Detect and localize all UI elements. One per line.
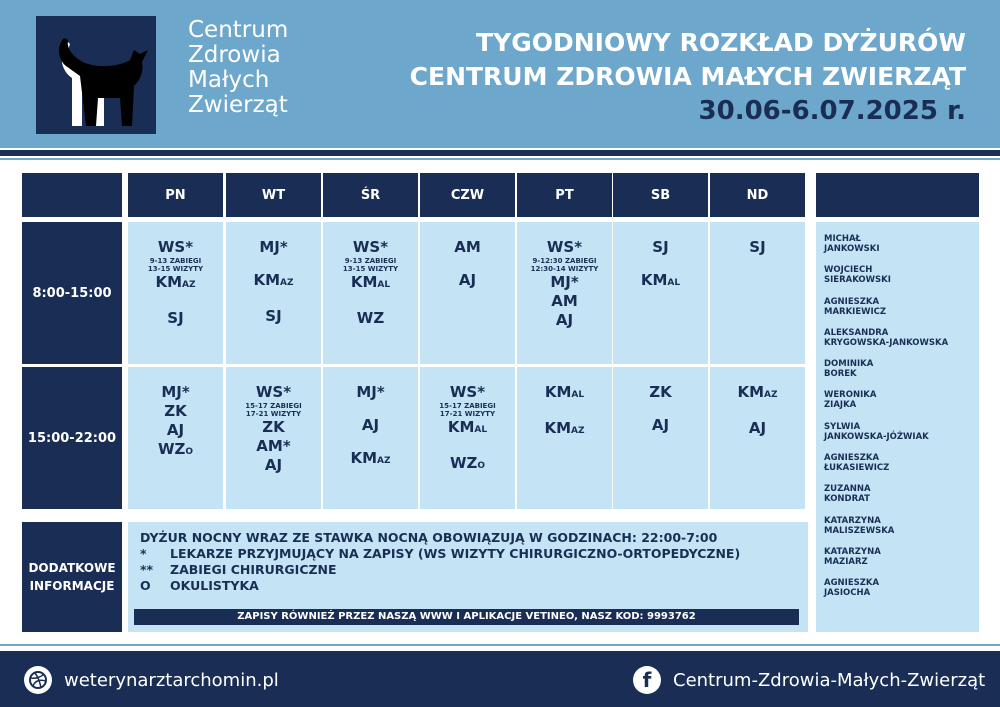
doctor-code xyxy=(652,416,669,435)
header-divider xyxy=(0,150,1000,156)
staff-list xyxy=(816,222,979,632)
doctor-code xyxy=(265,456,282,475)
staff-first-name: KATARZYNA xyxy=(824,546,881,557)
staff-first-name: WERONIKA xyxy=(824,390,877,401)
day-header: WT xyxy=(226,173,321,217)
doctor-code xyxy=(459,271,476,290)
facebook-link[interactable] xyxy=(633,666,985,694)
legend-text: LEKARZE PRZYJMUJĄCY NA ZAPISY (WS WIZYTY CHIRURGICZNO-ORTOPEDYCZNE) xyxy=(170,546,741,561)
doctor-initials: AJ xyxy=(748,419,767,437)
doctor-initials: AJ xyxy=(264,456,283,474)
doctor-code xyxy=(158,440,193,462)
slot-note: 9-12:30 ZABIEGI xyxy=(532,257,597,265)
logo-line: Zdrowia xyxy=(188,42,281,68)
slot-note: 12:30-14 WIZYTY xyxy=(530,265,599,273)
doctor-code xyxy=(547,238,582,257)
zapisy-banner: ZAPISY RÓWNIEŻ PRZEZ NASZĄ WWW I APLIKACJE VETINEO, NASZ KOD: 9993762 xyxy=(134,609,799,625)
legend-row xyxy=(140,578,798,594)
doctor-suffix: AL xyxy=(571,390,585,400)
doctor-code xyxy=(353,238,388,257)
staff-last-name: KRYGOWSKA-JANKOWSKA xyxy=(824,337,949,348)
info-label-line: INFORMACJE xyxy=(29,579,115,593)
doctor-initials: KM xyxy=(544,419,572,437)
cell-content xyxy=(323,238,418,328)
doctor-suffix: AZ xyxy=(764,390,778,400)
doctor-code xyxy=(544,419,584,441)
doctor-initials: WZ xyxy=(157,440,186,458)
dribbble-icon xyxy=(24,666,52,694)
logo-text xyxy=(188,18,288,118)
doctor-suffix: O xyxy=(477,461,486,471)
cell-content xyxy=(613,238,708,293)
slot-note: 9-13 ZABIEGI xyxy=(149,257,202,265)
doctor-initials: AM* xyxy=(256,437,291,455)
staff-member xyxy=(824,390,973,421)
doctor-initials: KM xyxy=(155,273,183,291)
doctor-code xyxy=(450,383,485,402)
doctor-initials: KM xyxy=(253,271,281,289)
doctor-initials: SJ xyxy=(167,309,184,327)
doctor-initials: KM xyxy=(350,449,378,467)
staff-last-name: MAZIARZ xyxy=(824,556,868,567)
doctor-initials: KM xyxy=(737,383,765,401)
doctor-initials: SJ xyxy=(265,307,282,325)
slot-note: 13-15 WIZYTY xyxy=(147,265,204,273)
doctor-code xyxy=(155,273,195,295)
doctor-suffix: AL xyxy=(377,280,391,290)
doctor-code xyxy=(356,383,384,402)
doctor-code xyxy=(256,437,290,456)
slot-note: 17-21 WIZYTY xyxy=(439,410,496,418)
legend-symbol: * xyxy=(140,546,147,561)
doctor-initials: WS* xyxy=(157,238,194,256)
doctor-suffix: AZ xyxy=(571,426,585,436)
facebook-text: Centrum-Zdrowia-Małych-Zwierząt xyxy=(673,669,986,691)
doctor-initials: KM xyxy=(447,418,475,436)
website-link[interactable] xyxy=(24,666,279,694)
doctor-initials: WS* xyxy=(449,383,486,401)
doctor-code xyxy=(164,402,187,421)
logo xyxy=(36,16,156,134)
cell-content xyxy=(517,383,612,441)
doctor-initials: MJ* xyxy=(259,238,288,256)
doctor-code xyxy=(158,238,193,257)
cell-content xyxy=(226,383,321,475)
doctor-initials: KM xyxy=(544,383,572,401)
info-label xyxy=(22,522,122,632)
doctor-initials: AJ xyxy=(555,311,574,329)
doctor-suffix: AL xyxy=(667,278,681,288)
doctor-code xyxy=(737,383,777,405)
doctor-initials: AJ xyxy=(361,416,380,434)
doctor-code xyxy=(454,238,481,257)
staff-member xyxy=(824,422,973,453)
staff-last-name: KONDRAT xyxy=(824,494,870,505)
staff-first-name: AGNIESZKA xyxy=(824,296,880,307)
legend-symbol: ** xyxy=(140,562,154,577)
staff-first-name: ALEKSANDRA xyxy=(824,327,889,338)
doctor-initials: MJ* xyxy=(356,383,385,401)
header xyxy=(0,0,1000,148)
logo-line: Małych xyxy=(188,67,270,93)
doctor-suffix: AL xyxy=(474,425,488,435)
doctor-initials: AJ xyxy=(651,416,670,434)
legend-row xyxy=(140,546,798,562)
staff-first-name: AGNIESZKA xyxy=(824,453,880,464)
staff-member xyxy=(824,234,973,265)
doctor-code xyxy=(545,383,584,405)
staff-member xyxy=(824,359,973,390)
slot-note: 15-17 ZABIEGI xyxy=(439,402,496,410)
staff-member xyxy=(824,484,973,515)
doctor-code xyxy=(641,271,680,293)
staff-member xyxy=(824,297,973,328)
staff-first-name: SYLWIA xyxy=(824,421,861,432)
staff-member xyxy=(824,578,973,609)
cell-content xyxy=(710,238,805,257)
doctor-code xyxy=(550,273,578,292)
info-label-line: DODATKOWE xyxy=(28,561,116,575)
doctor-code xyxy=(161,383,189,402)
doctor-code xyxy=(551,292,578,311)
staff-last-name: ZIAJKA xyxy=(824,400,857,411)
title-line2: CENTRUM ZDROWIA MAŁYCH ZWIERZĄT xyxy=(409,62,966,91)
staff-last-name: JANKOWSKI xyxy=(824,244,880,254)
slot-note: 17-21 WIZYTY xyxy=(245,410,302,418)
day-header: ŚR xyxy=(323,173,418,217)
doctor-code xyxy=(357,309,384,328)
legend-text: ZABIEGI CHIRURGICZNE xyxy=(170,562,337,577)
doctor-suffix: AZ xyxy=(280,278,294,288)
day-header: SB xyxy=(613,173,708,217)
doctor-initials: ZK xyxy=(164,402,187,420)
doctor-code xyxy=(450,454,485,476)
footer-divider xyxy=(0,644,1000,646)
slot-note: 9-13 ZABIEGI xyxy=(344,257,397,265)
staff-last-name: ŁUKASIEWICZ xyxy=(824,463,890,474)
doctor-suffix: AZ xyxy=(182,280,196,290)
website-text: weterynarztarchomin.pl xyxy=(64,669,279,691)
logo-line: Centrum xyxy=(188,17,289,43)
staff-first-name: AGNIESZKA xyxy=(824,578,880,589)
corner-cell xyxy=(22,173,122,217)
logo-line: Zwierząt xyxy=(188,92,288,118)
date-range: 30.06-6.07.2025 r. xyxy=(698,96,966,126)
staff-first-name: ZUZANNA xyxy=(824,484,871,495)
slot-note: 15-17 ZABIEGI xyxy=(245,402,302,410)
cell-content xyxy=(226,238,321,326)
doctor-initials: AM xyxy=(454,238,481,256)
doctor-code xyxy=(649,383,672,402)
facebook-icon: f xyxy=(633,666,661,694)
doctor-initials: SJ xyxy=(749,238,766,256)
doctor-code xyxy=(351,273,390,295)
slot-note: 13-15 WIZYTY xyxy=(342,265,399,273)
legend-row xyxy=(140,562,798,578)
cell-content xyxy=(420,238,515,290)
staff-member xyxy=(824,265,973,296)
doctor-code xyxy=(253,271,293,293)
staff-first-name: KATARZYNA xyxy=(824,515,881,526)
cell-content xyxy=(710,383,805,438)
doctor-initials: WS* xyxy=(352,238,389,256)
day-header: CZW xyxy=(420,173,515,217)
doctor-initials: AJ xyxy=(166,421,185,439)
doctor-initials: MJ* xyxy=(550,273,579,291)
doctor-code xyxy=(652,238,668,257)
doctor-code xyxy=(350,449,390,471)
staff-member xyxy=(824,547,973,578)
doctor-code xyxy=(362,416,379,435)
doctor-initials: AJ xyxy=(458,271,477,289)
header-divider-thin xyxy=(0,158,1000,160)
staff-last-name: JASIOCHA xyxy=(824,588,871,599)
staff-last-name: SIERAKOWSKI xyxy=(824,275,891,286)
staff-member xyxy=(824,453,973,484)
staff-first-name: WOJCIECH xyxy=(824,265,873,276)
doctor-initials: ZK xyxy=(262,418,285,436)
cell-content xyxy=(613,383,708,435)
staff-member xyxy=(824,516,973,547)
night-duty-text: DYŻUR NOCNY WRAZ ZE STAWKA NOCNĄ OBOWIĄZUJĄ W GODZINACH: 22:00-7:00 xyxy=(140,530,718,545)
cell-content xyxy=(128,238,223,328)
doctor-suffix: O xyxy=(185,447,194,457)
cell-content xyxy=(128,383,223,462)
doctor-code xyxy=(448,418,487,440)
doctor-initials: WS* xyxy=(546,238,583,256)
doctor-initials: AM xyxy=(551,292,578,310)
cell-content xyxy=(420,383,515,476)
staff-member xyxy=(824,328,973,359)
doctor-suffix: AZ xyxy=(377,456,391,466)
staff-first-name: DOMINIKA xyxy=(824,359,874,370)
doctor-code xyxy=(265,307,281,326)
staff-header xyxy=(816,173,979,217)
staff-last-name: JANKOWSKA-JÓŹWIAK xyxy=(824,431,929,442)
doctor-code xyxy=(556,311,573,330)
cell-content xyxy=(517,238,612,330)
doctor-initials: WS* xyxy=(255,383,292,401)
staff-last-name: MALISZEWSKA xyxy=(824,525,895,536)
cats-logo-icon xyxy=(36,16,156,134)
doctor-code xyxy=(749,419,766,438)
doctor-code xyxy=(259,238,287,257)
doctor-initials: SJ xyxy=(652,238,669,256)
legend-symbol: O xyxy=(140,578,151,593)
doctor-code xyxy=(262,418,285,437)
doctor-code xyxy=(167,309,183,328)
shift-label: 8:00-15:00 xyxy=(22,222,122,364)
legend-text: OKULISTYKA xyxy=(170,578,259,593)
day-header: PT xyxy=(517,173,612,217)
doctor-initials: MJ* xyxy=(161,383,190,401)
staff-last-name: BOREK xyxy=(824,369,857,380)
doctor-code xyxy=(749,238,765,257)
doctor-initials: KM xyxy=(350,273,378,291)
footer xyxy=(0,651,1000,707)
doctor-initials: KM xyxy=(640,271,668,289)
doctor-code xyxy=(256,383,291,402)
day-header: ND xyxy=(710,173,805,217)
staff-first-name: MICHAŁ xyxy=(824,234,862,244)
doctor-initials: ZK xyxy=(649,383,672,401)
staff-last-name: MARKIEWICZ xyxy=(824,306,887,317)
day-header: PN xyxy=(128,173,223,217)
cell-content xyxy=(323,383,418,471)
title-line1: TYGODNIOWY ROZKŁAD DYŻURÓW xyxy=(476,28,966,57)
doctor-initials: WZ xyxy=(449,454,478,472)
doctor-initials: WZ xyxy=(356,309,385,327)
doctor-code xyxy=(167,421,184,440)
shift-label: 15:00-22:00 xyxy=(22,367,122,509)
page-title xyxy=(410,26,966,128)
